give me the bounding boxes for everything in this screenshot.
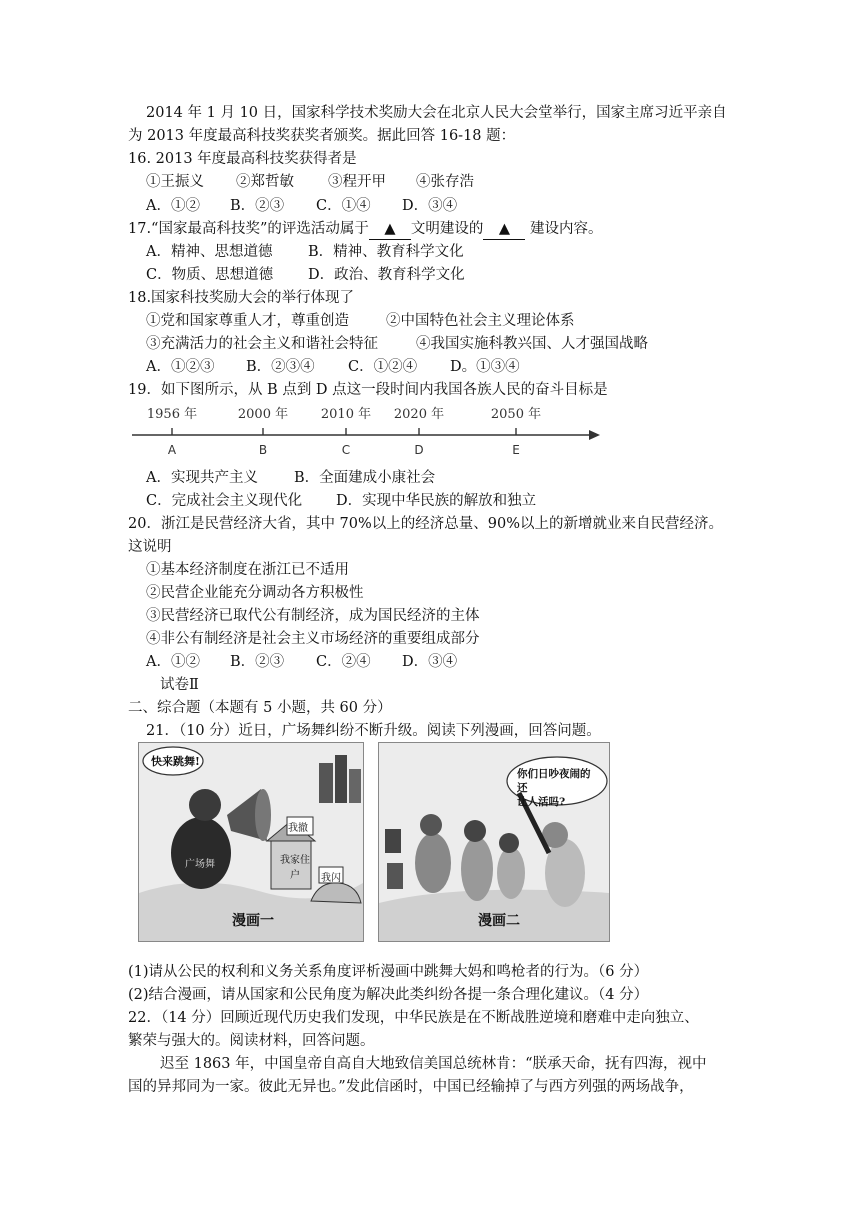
q21-question-2: (2)结合漫画，请从国家和公民角度为解决此类纠纷各提一条合理化建议。（4 分） <box>128 987 649 1003</box>
q17-options-row-1 <box>146 242 464 262</box>
q19-options-row-2 <box>146 491 536 511</box>
speaker-box-left <box>385 829 401 853</box>
q19-stem: 19．如下图所示，从 B 点到 D 点这一段时间内我国各族人民的奋斗目标是 <box>128 382 608 398</box>
q20-stem-line-1: 20．浙江是民营经济大省，其中 70%以上的经济总量、90%以上的新增就业来自民营经济。 <box>128 516 724 532</box>
q22-stem-line-2: 繁荣与强大的。阅读材料，回答问题。 <box>128 1033 375 1049</box>
comic-one-bubble: 快来跳舞! <box>151 755 200 768</box>
q20-option-d: D．③④ <box>402 654 458 670</box>
q19-option-b: B．全面建成小康社会 <box>294 470 436 486</box>
q20-item-3: ③民营经济已取代公有制经济，成为国民经济的主体 <box>146 608 480 624</box>
timeline-arrow-head <box>589 430 600 440</box>
comic-two-bubble-line-1: 你们日吵夜闹的还 <box>517 768 591 794</box>
q17-option-d: D．政治、教育科学文化 <box>308 267 465 283</box>
q18-option-d: D。①③④ <box>450 359 520 375</box>
dancer-1 <box>415 833 451 893</box>
q19-options-row-1 <box>146 468 435 488</box>
timeline-year-label: 2000 年 <box>237 407 289 422</box>
q16-stem: 16. 2013 年度最高科技奖获得者是 <box>128 151 357 167</box>
q16-items <box>146 172 474 192</box>
dancer-figure <box>171 817 231 889</box>
timeline-year-label: 2050 年 <box>490 407 542 422</box>
timeline-point-label: E <box>512 443 520 457</box>
q16-item-4: ④张存浩 <box>416 174 474 190</box>
intro-line-2: 为 2013 年度最高科技奖获奖者颁奖。据此回答 16-18 题： <box>128 128 516 144</box>
section-2-heading: 二、综合题（本题有 5 小题，共 60 分） <box>128 700 392 716</box>
timeline-year-label: 2010 年 <box>320 407 372 422</box>
timeline-point-label: C <box>341 443 351 457</box>
dancer-2 <box>461 837 493 901</box>
q17-blank-2: ▲ <box>483 219 525 240</box>
q17-option-a: A．精神、思想道德 <box>146 244 273 260</box>
comic-two-bubble-line-2: 让人活吗? <box>517 796 566 808</box>
comic-one-caption: 漫画一 <box>232 913 274 929</box>
gunman-figure <box>545 839 585 907</box>
intro-line-1: 2014 年 1 月 10 日，国家科学技术奖励大会在北京人民大会堂举行，国家主席习近平亲自 <box>146 105 727 121</box>
timeline-year-label: 1956 年 <box>146 407 198 422</box>
q18-stem: 18.国家科技奖励大会的举行体现了 <box>128 290 355 306</box>
q22-material-line-1: 迟至 1863 年，中国皇帝自高自大地致信美国总统林肯：“朕承天命，抚有四海，视中 <box>160 1056 707 1072</box>
dancer-3 <box>497 847 525 899</box>
q18-item-3: ③充满活力的社会主义和谐社会特征 <box>146 336 378 352</box>
q16-option-c: C．①④ <box>316 198 371 214</box>
q18-option-a: A．①②③ <box>146 359 215 375</box>
q18-option-c: C．①②④ <box>348 359 418 375</box>
q20-stem-line-2: 这说明 <box>128 539 172 555</box>
q16-item-2: ②郑哲敏 <box>236 174 294 190</box>
q17-option-b: B．精神、教育科学文化 <box>308 244 464 260</box>
q20-item-2: ②民营企业能充分调动各方积极性 <box>146 585 364 601</box>
q17-stem-part-b: 文明建设的 <box>410 221 484 237</box>
comic-two-bubble <box>517 767 599 809</box>
q18-items-row-2 <box>146 334 648 354</box>
paper-2-heading: 试卷Ⅱ <box>160 677 199 693</box>
q21-question-1: (1)请从公民的权利和义务关系角度评析漫画中跳舞大妈和鸣枪者的行为。（6 分） <box>128 964 649 980</box>
comic-one-house-tag: 我撤 <box>288 823 308 834</box>
q17-option-c: C．物质、思想道德 <box>146 267 274 283</box>
comic-one-car-tag: 我闪 <box>321 873 341 884</box>
timeline-point-label: D <box>414 443 424 457</box>
q20-options <box>146 652 457 672</box>
comic-one-speaker-label: 广场舞 <box>185 859 215 870</box>
q17-stem-part-a: 17.“国家最高科技奖”的评选活动属于 <box>128 221 369 237</box>
timeline-point-label: A <box>167 443 177 457</box>
comic-one-house-text: 我家住户 <box>280 855 310 881</box>
q20-option-b: B．②③ <box>230 654 285 670</box>
q20-item-1: ①基本经济制度在浙江已不适用 <box>146 562 349 578</box>
q19-option-a: A．实现共产主义 <box>146 470 258 486</box>
q16-options <box>146 196 457 216</box>
q18-items-row-1 <box>146 311 575 331</box>
q16-option-b: B．②③ <box>230 198 285 214</box>
timeline-point-label: B <box>258 443 268 457</box>
q16-item-3: ③程开甲 <box>328 174 386 190</box>
q16-option-d: D．③④ <box>402 198 458 214</box>
q17-options-row-2 <box>146 265 465 285</box>
q19-option-d: D．实现中华民族的解放和独立 <box>336 493 537 509</box>
q22-material-line-2: 国的异邦同为一家。彼此无异也。”发此信函时，中国已经输掉了与西方列强的两场战争， <box>128 1079 694 1095</box>
q18-item-1: ①党和国家尊重人才，尊重创造 <box>146 313 349 329</box>
q18-options <box>146 357 520 377</box>
q17-blank-1: ▲ <box>369 219 411 240</box>
timeline-year-label: 2020 年 <box>393 407 445 422</box>
q18-option-b: B．②③④ <box>246 359 315 375</box>
q18-item-4: ④我国实施科教兴国、人才强国战略 <box>416 336 648 352</box>
timeline-diagram <box>130 402 610 464</box>
q20-option-c: C．②④ <box>316 654 371 670</box>
comic-two-caption: 漫画二 <box>478 913 520 929</box>
q20-option-a: A．①② <box>146 654 200 670</box>
q19-option-c: C．完成社会主义现代化 <box>146 493 303 509</box>
q16-option-a: A．①② <box>146 198 200 214</box>
q22-stem-line-1: 22．（14 分）回顾近现代历史我们发现，中华民族是在不断战胜逆境和磨难中走向独立、 <box>128 1010 699 1026</box>
q16-item-1: ①王振义 <box>146 174 204 190</box>
q21-stem: 21．（10 分）近日，广场舞纠纷不断升级。阅读下列漫画，回答问题。 <box>146 723 601 739</box>
q17-stem-part-c: 建设内容。 <box>525 221 603 237</box>
q20-item-4: ④非公有制经济是社会主义市场经济的重要组成部分 <box>146 631 480 647</box>
q17-stem <box>128 219 603 240</box>
q18-item-2: ②中国特色社会主义理论体系 <box>386 313 575 329</box>
